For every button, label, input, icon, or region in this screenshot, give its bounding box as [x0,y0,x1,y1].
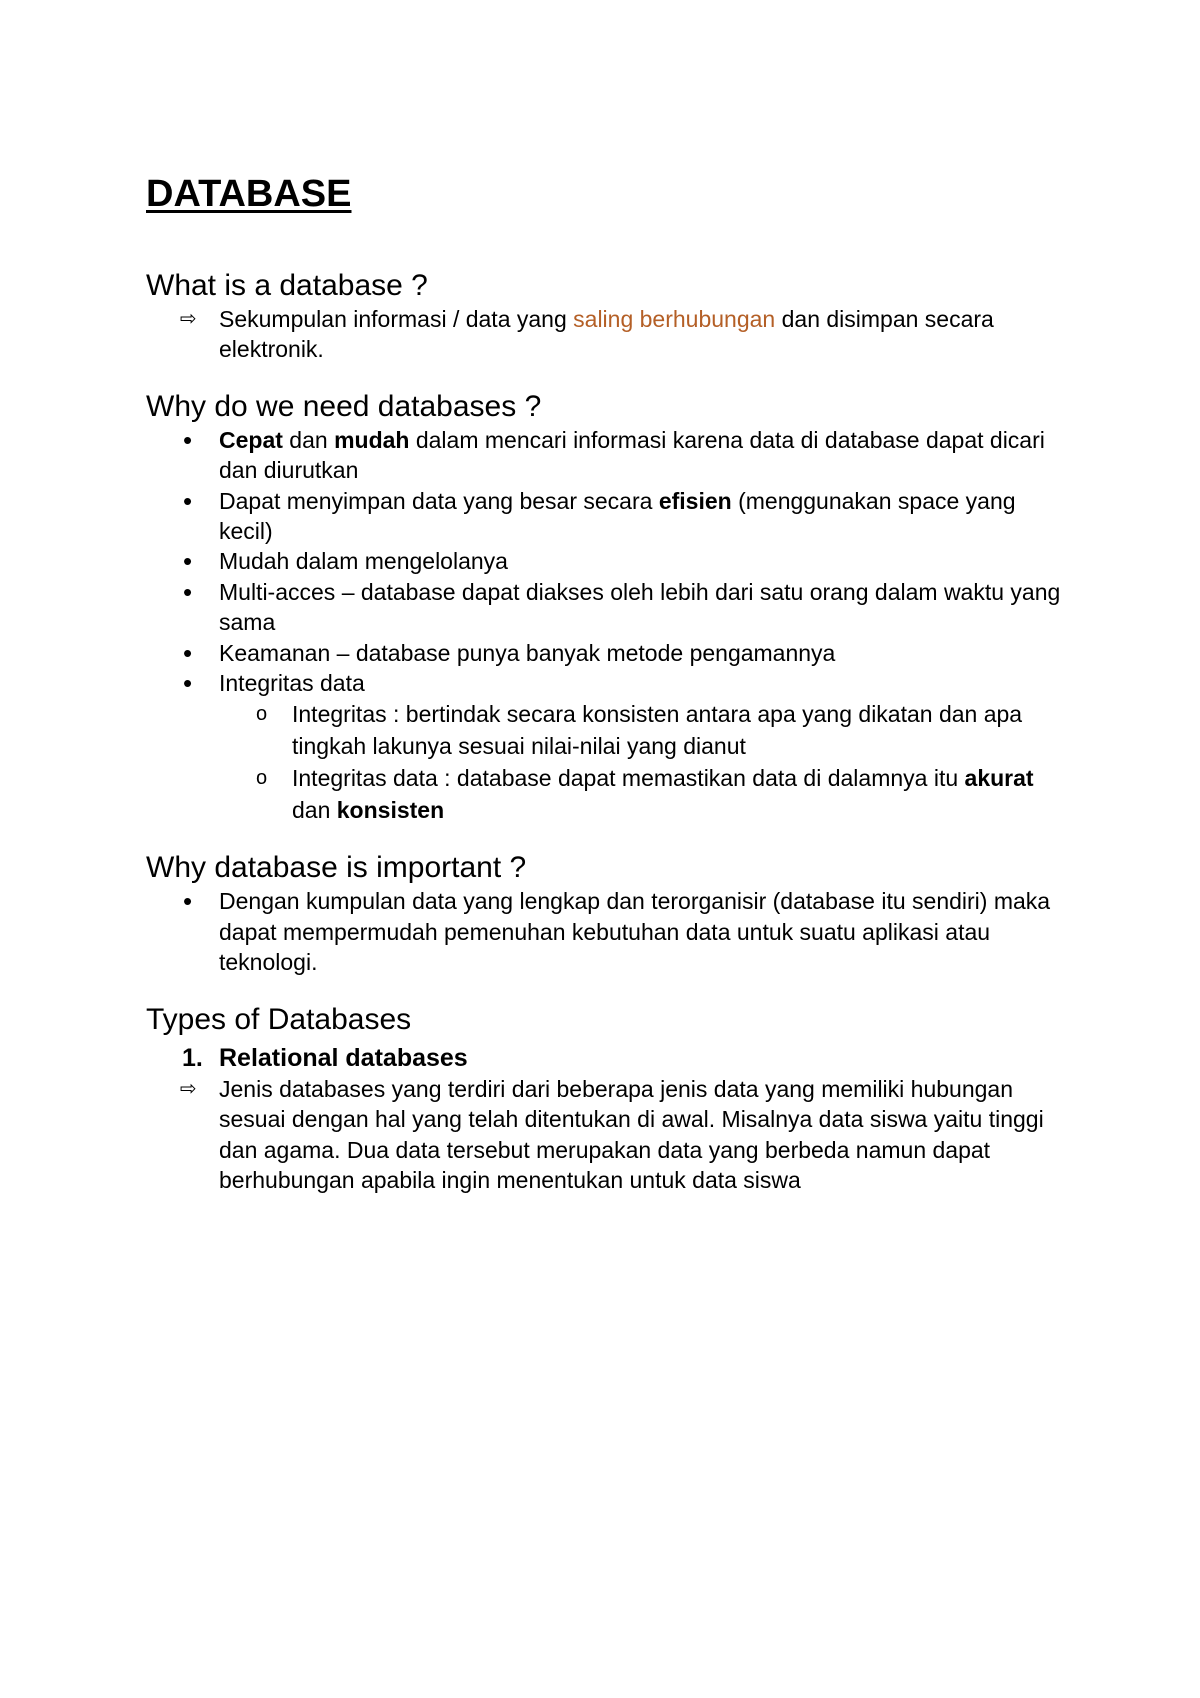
text-segment: Integritas : bertindak secara konsisten antara apa yang dikatan dan apa tingkah lakunya sesuai nilai-nilai yang dianut [292,701,1023,760]
text-segment: Multi-acces – database dapat diakses oleh lebih dari satu orang dalam waktu yang sama [219,578,1061,636]
document-page [146,170,1066,1195]
sub-list-item [146,762,1066,826]
text-segment: Jenis databases yang terdiri dari beberapa jenis data yang memiliki hubungan sesuai dengan hal yang telah ditentukan di awal. Misalnya data siswa yaitu tinggi dan agama. Dua data tersebut merupakan data yang berbeda namun dapat berhubungan apabila ingin menentukan untuk data siswa [219,1075,1044,1193]
numbered-item [146,1042,1066,1074]
sub-heading-relational: Relational databases [219,1043,468,1072]
text-segment: Dapat menyimpan data yang besar secara [219,487,659,514]
section-types [146,1002,1066,1196]
section-heading-types: Types of Databases [146,1002,412,1036]
bullet-icon: • [183,546,193,577]
text-segment: Integritas data [219,670,365,697]
bullet-icon: • [183,485,193,516]
section-why-important [146,850,1066,977]
bullet-icon: • [183,886,193,917]
arrow-right-icon: ⇨ [180,1077,197,1100]
bold-text: efisien [658,487,732,514]
sub-list-item [146,698,1066,762]
bullet-icon: • [183,668,193,699]
document-title: DATABASE [146,173,352,215]
types-list [146,1074,1066,1196]
text-segment: dan [282,426,335,453]
section-what-is-database [146,268,1066,365]
text-segment: (menggunakan space yang kecil) [219,487,1016,545]
highlighted-text: saling berhubungan [573,306,776,332]
bold-text: konsisten [336,797,445,824]
text-segment: Dengan kumpulan data yang lengkap dan terorganisir (database itu sendiri) maka dapat mempermudah pemenuhan kebutuhan data untuk suatu aplikasi atau teknologi. [219,888,1051,976]
list-item [146,577,1066,638]
circle-bullet-icon: o [256,767,268,790]
text-segment: Sekumpulan informasi / data yang [219,306,574,332]
bold-text: Cepat [219,426,283,453]
text-segment: Mudah dalam mengelolanya [219,548,508,575]
list-item [146,486,1066,547]
text-segment: dan [292,797,337,824]
text-segment: Keamanan – database punya banyak metode pengamannya [219,639,836,666]
bold-text: mudah [334,426,410,453]
section-heading-what: What is a database ? [146,269,428,302]
section-heading-important: Why database is important ? [146,851,527,885]
list-item [146,304,1066,365]
arrow-right-icon: ⇨ [180,308,197,330]
list-number: 1. [182,1043,203,1072]
list-item [146,638,1066,668]
text-segment: dan disimpan secara elektronik. [219,306,994,363]
circle-bullet-icon: o [256,703,268,726]
bold-text: akurat [964,765,1034,792]
what-list [146,304,1066,365]
list-item [146,886,1066,977]
why-need-list [146,425,1066,827]
list-item [146,546,1066,576]
text-segment: Integritas data : database dapat memastikan data di dalamnya itu [292,765,965,792]
bullet-icon: • [183,637,193,668]
section-heading-why-need: Why do we need databases ? [146,389,542,423]
text-segment: dalam mencari informasi karena data di database dapat dicari dan diurutkan [219,426,1045,484]
list-item [146,668,1066,698]
important-list [146,886,1066,977]
bullet-icon: • [183,576,193,607]
section-why-need [146,389,1066,827]
list-item [146,425,1066,486]
bullet-icon: • [183,424,193,455]
list-item [146,1074,1066,1196]
